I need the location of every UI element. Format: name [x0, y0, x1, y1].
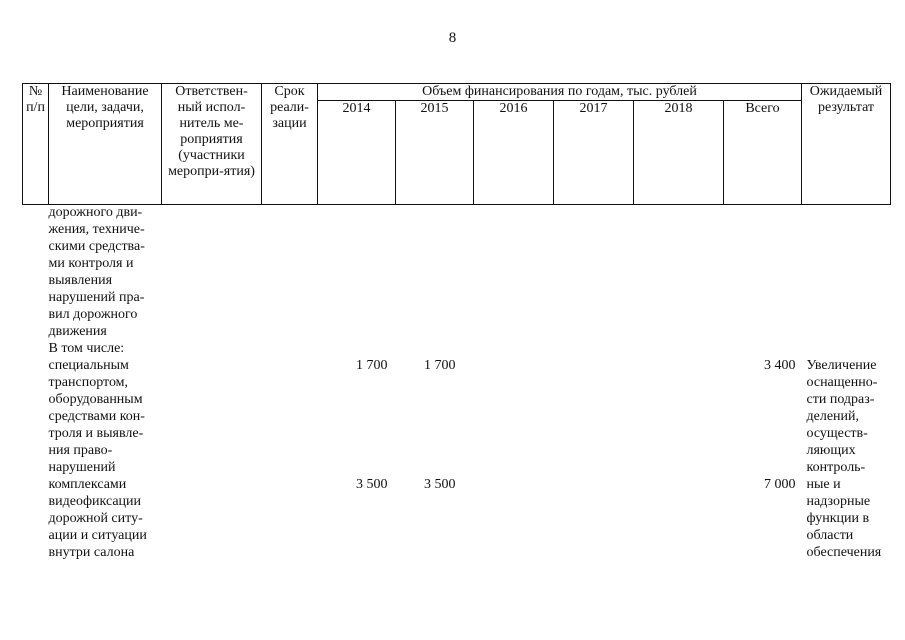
- description-line: комплексами: [48, 477, 127, 492]
- header-name: Наименование цели, задачи, мероприятия: [49, 84, 162, 205]
- description-line: оборудованным: [48, 392, 143, 407]
- description-line: вил дорожного: [48, 307, 138, 322]
- result-line: оснащенно-: [806, 375, 878, 390]
- result-line: контроль-: [806, 460, 866, 475]
- result-line: области: [806, 528, 854, 543]
- header-total: Всего: [724, 101, 802, 205]
- header-year-2014: 2014: [318, 101, 396, 205]
- result-line: функции в: [806, 511, 870, 526]
- result-line: Увеличение: [806, 358, 877, 373]
- description-line: ации и ситуации: [48, 528, 147, 543]
- result-line: надзорные: [806, 494, 871, 509]
- description-line: специальным: [48, 358, 129, 373]
- description-line: транспортом,: [48, 375, 129, 390]
- header-funding: Объем финансирования по годам, тыс. рублей: [318, 84, 802, 101]
- result-line: ляющих: [806, 443, 856, 458]
- value-2015-row1: 1 700: [424, 358, 456, 373]
- header-year-2017: 2017: [554, 101, 634, 205]
- header-term: Срок реали-зации: [262, 84, 318, 205]
- result-cell: [802, 205, 891, 563]
- description-line: жения, техниче-: [48, 222, 145, 237]
- header-responsible: Ответствен-ный испол-нитель ме-роприятия (участники меропри-ятия): [162, 84, 262, 205]
- description-line: нарушений: [48, 460, 116, 475]
- page-number: 8: [448, 30, 457, 46]
- value-total-row2: 7 000: [764, 477, 796, 492]
- result-line: ные и: [806, 477, 841, 492]
- header-num: № п/п: [23, 84, 49, 205]
- description-line: троля и выявле-: [48, 426, 144, 441]
- header-year-2018: 2018: [634, 101, 724, 205]
- header-result: Ожидаемый результат: [802, 84, 891, 205]
- description-line: видеофиксации: [48, 494, 142, 509]
- result-line: сти подраз-: [806, 392, 875, 407]
- col-2014: [318, 205, 396, 563]
- description-line: внутри салона: [48, 545, 135, 560]
- header-year-2015: 2015: [396, 101, 474, 205]
- description-line: средствами кон-: [48, 409, 145, 424]
- description-line: ния право-: [48, 443, 113, 458]
- financing-table: [22, 83, 891, 562]
- description-line: дорожного дви-: [48, 205, 143, 220]
- description-line: выявления: [48, 273, 113, 288]
- col-total: [724, 205, 802, 563]
- header-year-2016: 2016: [474, 101, 554, 205]
- value-2015-row2: 3 500: [424, 477, 456, 492]
- result-line: осуществ-: [806, 426, 868, 441]
- description-line: дорожной ситу-: [48, 511, 143, 526]
- description-line: ми контроля и: [48, 256, 134, 271]
- result-line: обеспечения: [806, 545, 882, 560]
- description-line: В том числе:: [48, 341, 125, 356]
- description-line: движения: [48, 324, 107, 339]
- value-2014-row2: 3 500: [356, 477, 388, 492]
- description-line: скими средства-: [48, 239, 145, 254]
- col-2015: [396, 205, 474, 563]
- value-total-row1: 3 400: [764, 358, 796, 373]
- description-cell: [49, 205, 162, 563]
- value-2014-row1: 1 700: [356, 358, 388, 373]
- result-line: делений,: [806, 409, 860, 424]
- description-line: нарушений пра-: [48, 290, 145, 305]
